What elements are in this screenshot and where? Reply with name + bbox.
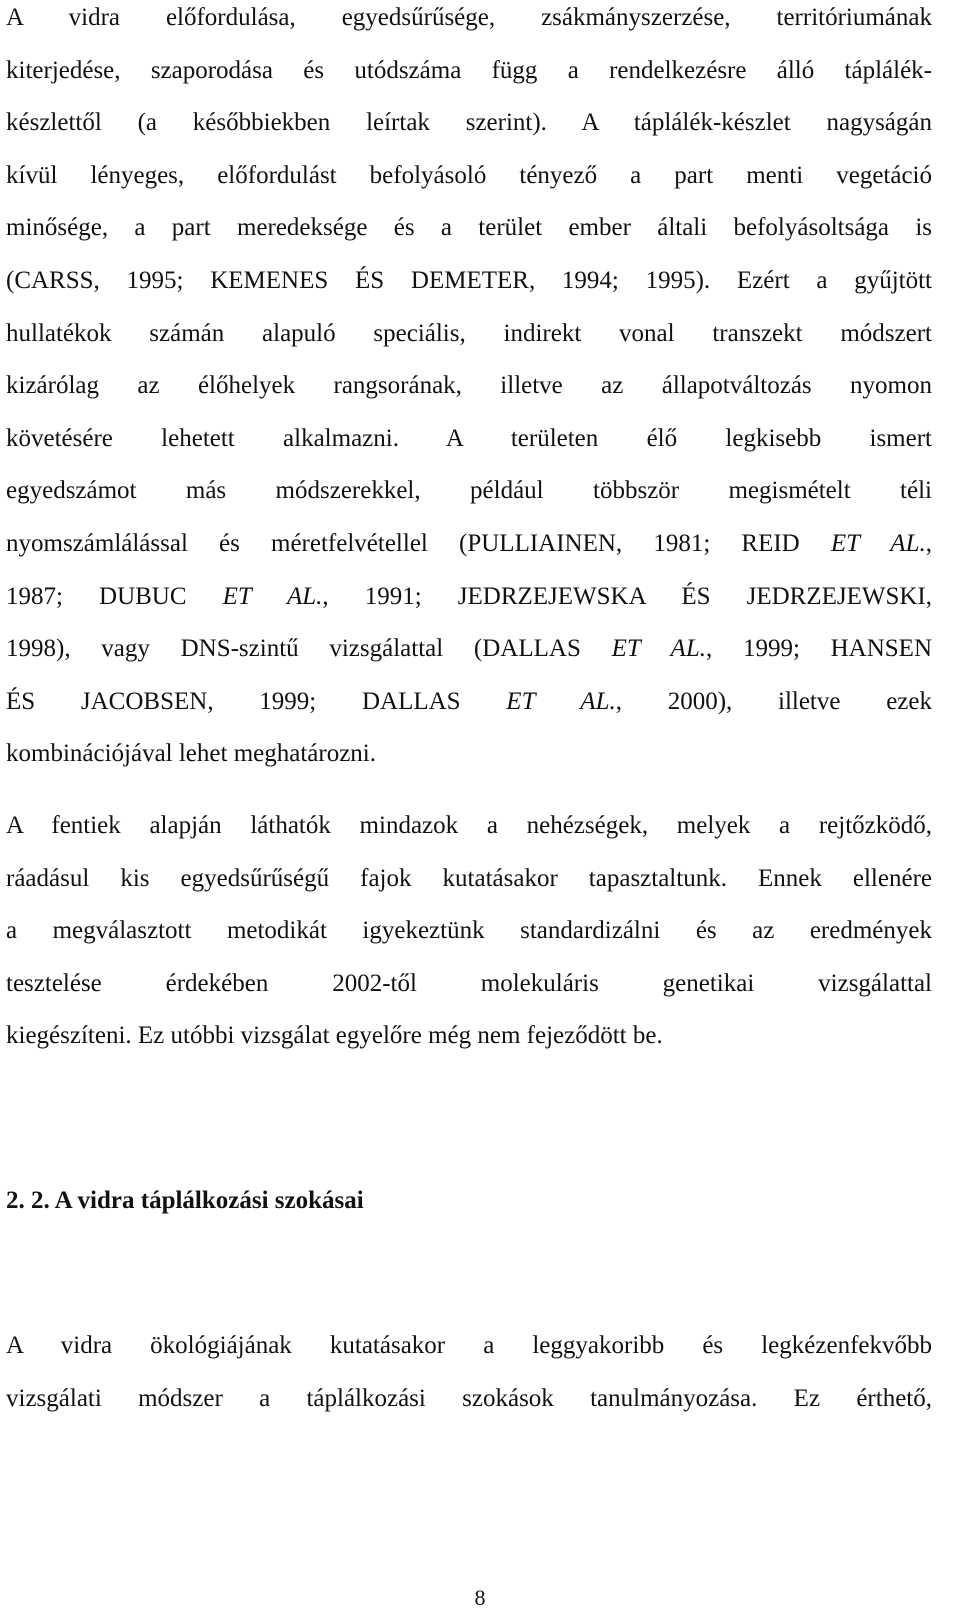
section-heading: 2. 2. A vidra táplálkozási szokásai bbox=[6, 1187, 364, 1214]
text-line: kombinációjával lehet meghatározni. bbox=[6, 740, 376, 768]
italic-et-al: ET AL. bbox=[830, 529, 926, 557]
paragraph-methodology bbox=[6, 800, 932, 1063]
text-line: ráadásul kis egyedsűrűségű fajok kutatásakor tapasztaltunk. Ennek ellenére bbox=[6, 864, 932, 892]
text-line: követésére lehetett alkalmazni. A területen élő legkisebb ismert bbox=[6, 424, 932, 452]
text-line: kiegészíteni. Ez utóbbi vizsgálat egyelőre még nem fejeződött be. bbox=[6, 1022, 663, 1050]
text-line: 1987; DUBUC ET AL., 1991; JEDRZEJEWSKA ÉS JEDRZEJEWSKI, bbox=[6, 582, 932, 610]
italic-et-al: ET AL. bbox=[506, 687, 616, 715]
text-line: A fentiek alapján láthatók mindazok a nehézségek, melyek a rejtőzködő, bbox=[6, 812, 932, 839]
text-line: tesztelése érdekében 2002-től molekuláris genetikai vizsgálattal bbox=[6, 969, 932, 997]
text-line: a megválasztott metodikát igyekeztünk standardizálni és az eredmények bbox=[6, 917, 932, 945]
italic-et-al: ET AL. bbox=[222, 582, 323, 610]
paragraph-otter-occurrence bbox=[6, 0, 932, 781]
text-line: hullatékok számán alapuló speciális, indirekt vonal transzekt módszert bbox=[6, 319, 932, 347]
text-line: kizárólag az élőhelyek rangsorának, illetve az állapotváltozás nyomon bbox=[6, 372, 932, 400]
text-line: kívül lényeges, előfordulást befolyásoló tényező a part menti vegetáció bbox=[6, 161, 932, 189]
text-line: kiterjedése, szaporodása és utódszáma függ a rendelkezésre álló táplálék- bbox=[6, 56, 932, 84]
text-line: egyedszámot más módszerekkel, például többször megismételt téli bbox=[6, 477, 932, 505]
text-line: nyomszámlálással és méretfelvétellel (PULLIAINEN, 1981; REID ET AL., bbox=[6, 529, 932, 557]
page-number: 8 bbox=[474, 1585, 486, 1610]
text-line: készlettől (a későbbiekben leírtak szerint). A táplálék-készlet nagyságán bbox=[6, 109, 932, 137]
italic-et-al: ET AL. bbox=[611, 635, 706, 663]
text-line: ÉS JACOBSEN, 1999; DALLAS ET AL., 2000), illetve ezek bbox=[6, 687, 932, 715]
text-line: 1998), vagy DNS-szintű vizsgálattal (DALLAS ET AL., 1999; HANSEN bbox=[6, 635, 932, 663]
text-line: A vidra ökológiájának kutatásakor a leggyakoribb és legkézenfekvőbb bbox=[6, 1332, 932, 1359]
text-line: vizsgálati módszer a táplálkozási szokások tanulmányozása. Ez érthető, bbox=[6, 1384, 932, 1412]
text-line: (CARSS, 1995; KEMENES ÉS DEMETER, 1994; 1995). Ezért a gyűjtött bbox=[6, 266, 932, 294]
text-line: minősége, a part meredeksége és a terület ember általi befolyásoltsága is bbox=[6, 214, 932, 242]
paragraph-feeding-habits bbox=[6, 1320, 932, 1425]
text-line: A vidra előfordulása, egyedsűrűsége, zsákmányszerzése, territóriumának bbox=[6, 4, 932, 31]
